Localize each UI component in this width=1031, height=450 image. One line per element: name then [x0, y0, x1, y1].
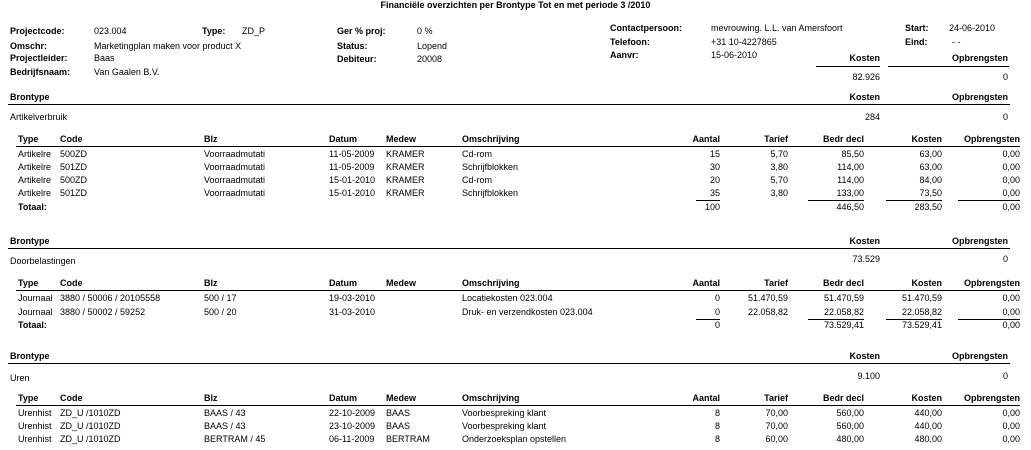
col-blz: Blz — [204, 134, 218, 144]
status-label: Status: — [337, 41, 368, 51]
bedrijfsnaam-label: Bedrijfsnaam: — [10, 67, 71, 77]
col-omschrijving: Omschrijving — [462, 393, 520, 403]
cell-type: Journaal — [18, 293, 53, 303]
cell-code: 500ZD — [60, 149, 88, 159]
debiteur-label: Debiteur: — [337, 54, 377, 64]
cell-medew: KRAMER — [386, 188, 425, 198]
col-type: Type — [18, 393, 39, 403]
section-opbrengsten: 0 — [1002, 254, 1008, 264]
cell-omschrijving: Voorbespreking klant — [462, 408, 547, 418]
section-opbrengsten-label: Opbrengsten — [951, 236, 1008, 246]
section-name: Uren — [10, 373, 30, 383]
cell-omschrijving: Schrijfblokken — [462, 188, 519, 198]
cell-medew: BERTRAM — [386, 434, 430, 444]
cell-blz: BERTRAM / 45 — [204, 434, 266, 444]
totaal-aantal: 100 — [704, 202, 720, 212]
cell-omschrijving: Onderzoeksplan opstellen — [462, 434, 567, 444]
totaal-kosten: 283,50 — [914, 202, 942, 212]
total-kosten: 82.926 — [852, 72, 880, 82]
brontype-label: Brontype — [10, 351, 50, 361]
type-value: ZD_P — [242, 26, 266, 36]
debiteur-value: 20008 — [417, 54, 443, 64]
contactpersoon-label: Contactpersoon: — [610, 23, 682, 33]
cell-kosten: 22.058,82 — [901, 307, 942, 317]
cell-datum: 22-10-2009 — [329, 408, 376, 418]
col-kosten: Kosten — [911, 134, 942, 144]
cell-aantal: 0 — [714, 307, 720, 317]
cell-bedr-decl: 480,00 — [836, 434, 864, 444]
cell-kosten: 73,50 — [919, 188, 942, 198]
cell-kosten: 440,00 — [914, 421, 942, 431]
cell-opbrengsten: 0,00 — [1002, 293, 1020, 303]
cell-tarief: 3,80 — [770, 162, 788, 172]
cell-type: Artikelre — [18, 175, 52, 185]
section-kosten: 9.100 — [857, 371, 880, 381]
cell-omschrijving: Cd-rom — [462, 175, 493, 185]
col-tarief: Tarief — [764, 278, 788, 288]
col-bedr-decl: Bedr decl — [822, 278, 864, 288]
col-blz: Blz — [204, 278, 218, 288]
cell-bedr-decl: 114,00 — [837, 175, 864, 185]
col-blz: Blz — [204, 393, 218, 403]
cell-datum: 23-10-2009 — [329, 421, 376, 431]
cell-bedr-decl: 114,00 — [837, 162, 864, 172]
section-name: Doorbelastingen — [10, 256, 76, 266]
brontype-label: Brontype — [10, 236, 50, 246]
col-omschrijving: Omschrijving — [462, 278, 520, 288]
projectleider-label: Projectleider: — [10, 53, 68, 63]
col-opbrengsten: Opbrengsten — [963, 278, 1020, 288]
cell-opbrengsten: 0,00 — [1002, 149, 1020, 159]
projectleider-value: Baas — [94, 53, 115, 63]
bedrijfsnaam-value: Van Gaalen B.V. — [94, 67, 160, 77]
aanvr-label: Aanvr: — [610, 50, 639, 60]
cell-opbrengsten: 0,00 — [1002, 175, 1020, 185]
col-type: Type — [18, 278, 39, 288]
eind-value: - - — [952, 37, 961, 47]
col-code: Code — [60, 278, 83, 288]
cell-medew: KRAMER — [386, 175, 425, 185]
cell-bedr-decl: 85,50 — [841, 149, 864, 159]
status-value: Lopend — [417, 41, 448, 51]
col-datum: Datum — [329, 134, 358, 144]
cell-medew: KRAMER — [386, 149, 425, 159]
col-medew: Medew — [386, 393, 417, 403]
cell-tarief: 51.470,59 — [747, 293, 788, 303]
col-type: Type — [18, 134, 39, 144]
col-bedr-decl: Bedr decl — [822, 393, 864, 403]
cell-type: Artikelre — [18, 149, 52, 159]
col-aantal: Aantal — [692, 393, 720, 403]
cell-tarief: 22.058,82 — [747, 307, 788, 317]
cell-code: ZD_U /1010ZD — [60, 434, 121, 444]
col-datum: Datum — [329, 278, 358, 288]
cell-aantal: 35 — [709, 188, 720, 198]
totaal-aantal: 0 — [714, 320, 720, 330]
cell-omschrijving: Druk- en verzendkosten 023.004 — [462, 307, 593, 317]
cell-datum: 19-03-2010 — [329, 293, 376, 303]
cell-opbrengsten: 0,00 — [1002, 162, 1020, 172]
cell-tarief: 5,70 — [770, 175, 788, 185]
cell-type: Journaal — [18, 307, 53, 317]
ger-proj-label: Ger % proj: — [337, 26, 386, 36]
report-title: Financiële overzichten per Brontype Tot en met periode 3 /2010 — [380, 0, 651, 10]
cell-blz: 500 / 17 — [204, 293, 237, 303]
cell-datum: 06-11-2009 — [329, 434, 375, 444]
section-name: Artikelverbruik — [10, 112, 68, 122]
ger-proj-value: 0 % — [417, 26, 433, 36]
col-aantal: Aantal — [692, 134, 720, 144]
cell-bedr-decl: 51.470,59 — [823, 293, 864, 303]
eind-label: Eind: — [905, 37, 928, 47]
cell-code: 500ZD — [60, 175, 88, 185]
col-code: Code — [60, 393, 83, 403]
col-tarief: Tarief — [764, 134, 788, 144]
section-opbrengsten: 0 — [1002, 371, 1008, 381]
cell-kosten: 63,00 — [919, 149, 942, 159]
cell-opbrengsten: 0,00 — [1002, 421, 1020, 431]
total-opbrengsten: 0 — [1002, 72, 1008, 82]
section-kosten-label: Kosten — [849, 92, 880, 102]
omschr-label: Omschr: — [10, 41, 48, 51]
cell-type: Artikelre — [18, 188, 52, 198]
cell-bedr-decl: 560,00 — [836, 408, 864, 418]
col-bedr-decl: Bedr decl — [822, 134, 864, 144]
cell-kosten: 480,00 — [914, 434, 942, 444]
col-aantal: Aantal — [692, 278, 720, 288]
totaal-bedr-decl: 73.529,41 — [823, 320, 864, 330]
cell-type: Artikelre — [18, 162, 52, 172]
cell-code: ZD_U /1010ZD — [60, 421, 121, 431]
cell-tarief: 60,00 — [765, 434, 788, 444]
cell-tarief: 3,80 — [770, 188, 788, 198]
section-kosten-label: Kosten — [849, 351, 880, 361]
cell-aantal: 8 — [714, 434, 720, 444]
cell-datum: 31-03-2010 — [329, 307, 376, 317]
cell-aantal: 8 — [714, 421, 720, 431]
totaal-label: Totaal: — [18, 202, 47, 212]
col-opbrengsten: Opbrengsten — [963, 134, 1020, 144]
aanvr-value: 15-06-2010 — [711, 50, 758, 60]
cell-opbrengsten: 0,00 — [1002, 188, 1020, 198]
cell-type: Urenhist — [18, 434, 52, 444]
cell-code: ZD_U /1010ZD — [60, 408, 121, 418]
cell-blz: BAAS / 43 — [204, 408, 246, 418]
cell-kosten: 63,00 — [919, 162, 942, 172]
cell-tarief: 5,70 — [770, 149, 788, 159]
cell-kosten: 51.470,59 — [901, 293, 942, 303]
col-tarief: Tarief — [764, 393, 788, 403]
totaal-label: Totaal: — [18, 320, 47, 330]
cell-kosten: 440,00 — [914, 408, 942, 418]
start-value: 24-06-2010 — [949, 23, 996, 33]
cell-blz: 500 / 20 — [204, 307, 237, 317]
col-kosten: Kosten — [911, 393, 942, 403]
section-opbrengsten-label: Opbrengsten — [951, 92, 1008, 102]
projectcode-value: 023.004 — [94, 26, 127, 36]
projectcode-label: Projectcode: — [10, 26, 65, 36]
cell-opbrengsten: 0,00 — [1002, 307, 1020, 317]
cell-aantal: 0 — [714, 293, 720, 303]
cell-blz: Voorraadmutati — [204, 162, 266, 172]
cell-aantal: 30 — [709, 162, 720, 172]
cell-datum: 15-01-2010 — [329, 175, 376, 185]
cell-datum: 11-05-2009 — [329, 149, 375, 159]
section-kosten-label: Kosten — [849, 236, 880, 246]
cell-aantal: 8 — [714, 408, 720, 418]
col-omschrijving: Omschrijving — [462, 134, 520, 144]
cell-aantal: 15 — [709, 149, 720, 159]
start-label: Start: — [905, 23, 929, 33]
cell-omschrijving: Locatiekosten 023.004 — [462, 293, 553, 303]
section-opbrengsten-label: Opbrengsten — [951, 351, 1008, 361]
cell-code: 501ZD — [60, 162, 88, 172]
cell-code: 3880 / 50006 / 20105558 — [60, 293, 161, 303]
cell-code: 501ZD — [60, 188, 88, 198]
header-opbrengsten-label: Opbrengsten — [951, 53, 1008, 63]
cell-bedr-decl: 22.058,82 — [823, 307, 864, 317]
cell-type: Urenhist — [18, 408, 52, 418]
cell-omschrijving: Voorbespreking klant — [462, 421, 547, 431]
section-kosten: 284 — [864, 112, 880, 122]
totaal-opbrengsten: 0,00 — [1002, 202, 1020, 212]
type-label: Type: — [202, 26, 226, 36]
cell-datum: 15-01-2010 — [329, 188, 376, 198]
cell-omschrijving: Cd-rom — [462, 149, 493, 159]
cell-medew: KRAMER — [386, 162, 425, 172]
contactpersoon-value: mevrouwing. L.L. van Amersfoort — [711, 23, 843, 33]
cell-bedr-decl: 133,00 — [836, 188, 864, 198]
cell-tarief: 70,00 — [765, 421, 788, 431]
col-medew: Medew — [386, 134, 417, 144]
cell-opbrengsten: 0,00 — [1002, 434, 1020, 444]
cell-aantal: 20 — [709, 175, 720, 185]
cell-datum: 11-05-2009 — [329, 162, 375, 172]
col-datum: Datum — [329, 393, 358, 403]
telefoon-value: +31 10-4227865 — [711, 37, 777, 47]
cell-medew: BAAS — [386, 408, 411, 418]
cell-blz: Voorraadmutati — [204, 188, 266, 198]
totaal-kosten: 73.529,41 — [901, 320, 942, 330]
cell-blz: Voorraadmutati — [204, 175, 266, 185]
cell-code: 3880 / 50002 / 59252 — [60, 307, 146, 317]
cell-tarief: 70,00 — [765, 408, 788, 418]
header-kosten-label: Kosten — [849, 53, 880, 63]
totaal-opbrengsten: 0,00 — [1002, 320, 1020, 330]
section-kosten: 73.529 — [852, 254, 880, 264]
brontype-label: Brontype — [10, 92, 50, 102]
col-medew: Medew — [386, 278, 417, 288]
col-kosten: Kosten — [911, 278, 942, 288]
cell-bedr-decl: 560,00 — [836, 421, 864, 431]
section-opbrengsten: 0 — [1002, 112, 1008, 122]
totaal-bedr-decl: 446,50 — [836, 202, 864, 212]
cell-medew: BAAS — [386, 421, 411, 431]
cell-opbrengsten: 0,00 — [1002, 408, 1020, 418]
col-opbrengsten: Opbrengsten — [963, 393, 1020, 403]
omschr-value: Marketingplan maken voor product X — [94, 41, 242, 51]
cell-type: Urenhist — [18, 421, 52, 431]
cell-kosten: 84,00 — [919, 175, 942, 185]
telefoon-label: Telefoon: — [610, 37, 650, 47]
cell-omschrijving: Schrijfblokken — [462, 162, 519, 172]
cell-blz: Voorraadmutati — [204, 149, 266, 159]
cell-blz: BAAS / 43 — [204, 421, 246, 431]
col-code: Code — [60, 134, 83, 144]
